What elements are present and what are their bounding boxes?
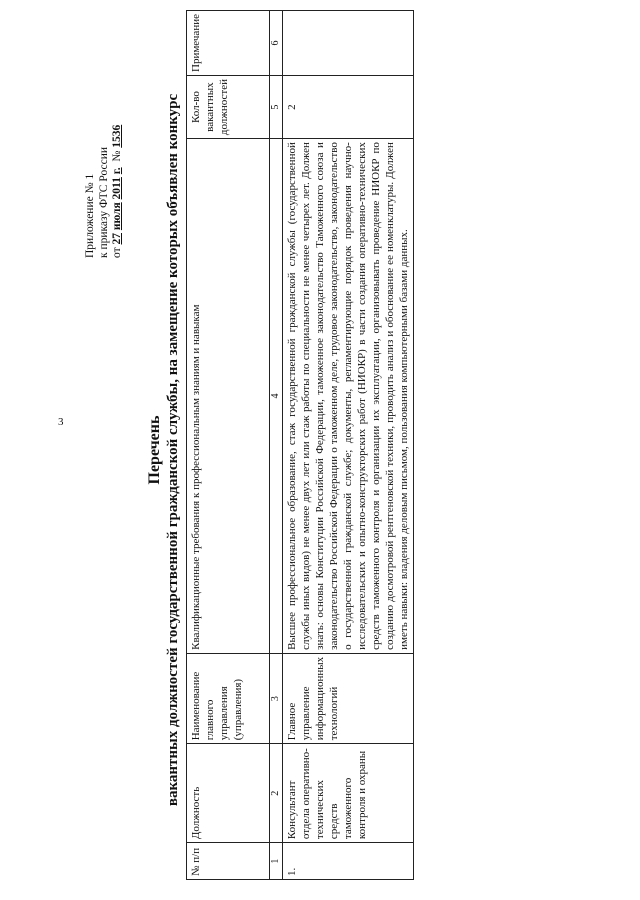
order-number: 1536: [111, 124, 123, 148]
page-title: Перечень: [146, 415, 163, 485]
header-cell: Наименование главного управления (управления): [187, 653, 270, 743]
row-requirements: Высшее профессиональное образование, стаж государственной гражданской службы (государственной службы иных видов) не менее двух лет или стаж работы по специальности не менее четырех лет. Должен знать: основы Конституции Российской Федерации, таможенное законодательство Таможенного союза и законодательство Российской Федерации о таможенном деле, трудовое законодательство, законодательство о государственной гражданской службе; документы, регламентирующие порядок проведения научно-исследовательских и опытно-конструкторских работ (НИОКР) в части создания оперативно-технических средств таможенного контроля и организации их эксплуатации, организовывать проведение НИОКР по созданию досмотровой рентгеновской техники, проводить анализ и обоснование ее номенклатуры. Должен иметь навыки: владения деловым письмом, пользования компьютерными базами данных.: [283, 139, 414, 654]
row-count: 2: [283, 76, 414, 139]
title-block: [146, 40, 182, 860]
column-number: 5: [270, 76, 283, 139]
appendix-line2: к приказу ФТС России: [97, 147, 110, 258]
header-cell: Должность: [187, 744, 270, 843]
row-department: Главное управление информационных технологий: [283, 653, 414, 743]
header-cell: Квалификационные требования к профессиональным знаниям и навыкам: [187, 139, 270, 654]
vacancies-table: [186, 10, 414, 880]
row-number: 1.: [283, 843, 414, 880]
column-number: 6: [270, 11, 283, 76]
row-note: [283, 11, 414, 76]
row-position: Консультант отдела оперативно-технических средств таможенного контроля и охраны: [283, 744, 414, 843]
appendix-date-line: [111, 28, 125, 258]
date-month: июля: [111, 202, 123, 231]
appendix-block: [84, 28, 125, 258]
column-number: 4: [270, 139, 283, 654]
date-year: 2011: [111, 177, 123, 200]
date-year-suffix: г.: [111, 167, 123, 175]
column-number: 2: [270, 744, 283, 843]
column-number: 3: [270, 653, 283, 743]
appendix-line1: Приложение № 1: [84, 173, 96, 258]
header-cell: № п/п: [187, 843, 270, 880]
column-number-row: [270, 11, 283, 880]
column-number: 1: [270, 843, 283, 880]
table-header-row: [187, 11, 270, 880]
number-sign: №: [111, 150, 123, 162]
header-cell: Примечание: [187, 11, 270, 76]
table-row: [283, 11, 414, 880]
page-subtitle: вакантных должностей государственной гражданской службы, на замещение которых объявлен конкурс: [165, 93, 181, 807]
date-day: 27: [111, 233, 123, 245]
header-cell: Кол-во вакантных должностей: [187, 76, 270, 139]
date-prefix: от: [111, 247, 123, 258]
page-number: 3: [58, 416, 64, 428]
